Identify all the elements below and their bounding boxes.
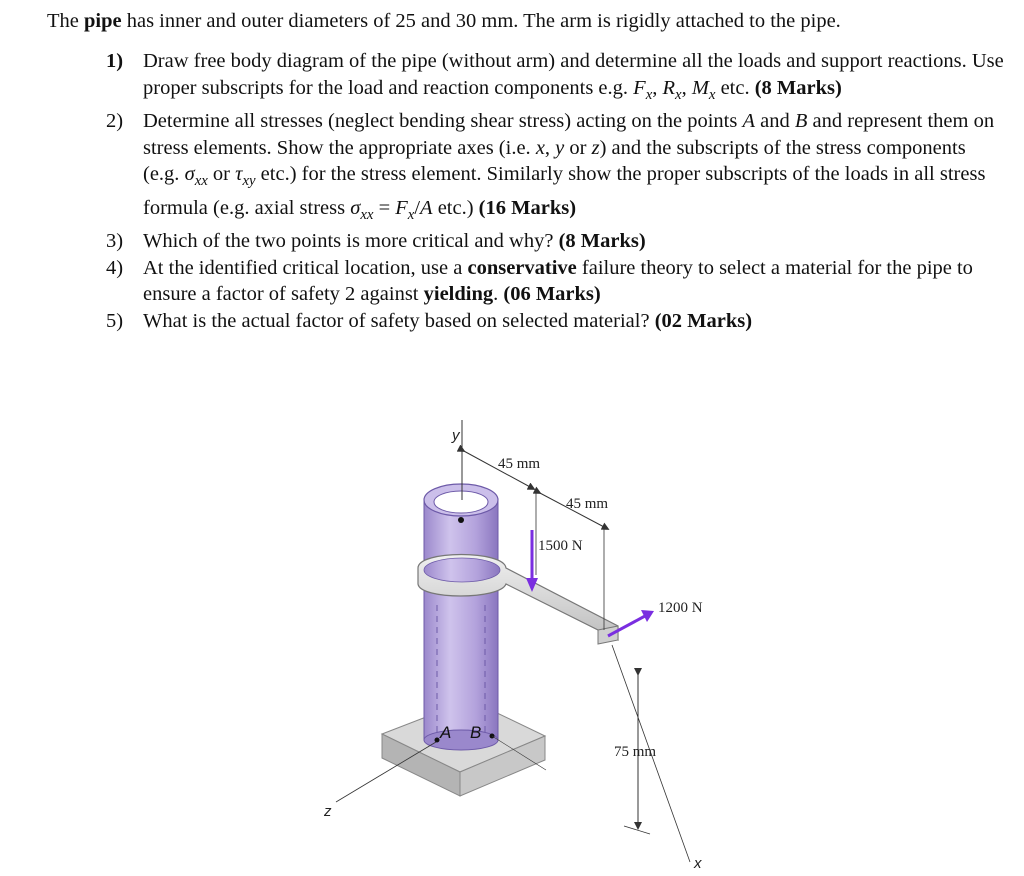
question-text-part: B (794, 110, 808, 133)
question-number: 2) (106, 110, 124, 133)
question-text-part: xx (194, 173, 208, 190)
question-text-part: and (755, 110, 795, 133)
question-item (106, 228, 1006, 255)
point-a-label: A (440, 723, 452, 742)
question-text-part: conservative (467, 256, 577, 279)
question-text-part: = (373, 196, 396, 219)
question-text-part: and represent them on stress elements. Show the appropriate axes (i.e. (143, 110, 995, 159)
point-b-label: B (470, 723, 482, 742)
question-number: 4) (106, 256, 124, 279)
question-text-part: , (652, 76, 663, 99)
question-text-part: or (207, 163, 236, 186)
question-text-part: A (420, 196, 433, 219)
question-text-part: R (662, 76, 676, 99)
figure-svg (300, 400, 740, 871)
question-text-part: τ (235, 163, 243, 186)
intro-bold: pipe (84, 10, 122, 32)
question-text-part: M (691, 76, 709, 99)
intro-post: has inner and outer diameters of 25 and 30 mm. The arm is rigidly attached to the pipe. (121, 10, 841, 32)
question-item (106, 108, 1006, 228)
question-text-part: (8 Marks) (754, 76, 842, 99)
force-1200 (608, 600, 703, 636)
question-text-part: A (742, 110, 755, 133)
dim-45-side (538, 492, 608, 528)
question-text-part: Draw free body diagram of the pipe (without arm) and determine all the loads and support reactions. Use proper subscripts for the load and reaction components e.g. (143, 50, 1004, 99)
question-list (106, 48, 1006, 334)
question-text-part: (8 Marks) (558, 230, 646, 253)
question-text-part: etc.) (432, 196, 479, 219)
question-text-part: etc. (715, 76, 755, 99)
question-text-part: or (564, 136, 592, 159)
pipe (424, 484, 498, 750)
question-text-part: Which of the two points is more critical and why? (143, 230, 559, 253)
question-text-part: z (591, 136, 600, 159)
question-text-part: σ (184, 163, 195, 186)
question-text-part: , (544, 136, 556, 159)
question-text-part: failure theory to select a material for the pipe to ensure a factor of safety 2 against (143, 256, 973, 306)
dim-45-side-label: 45 mm (566, 496, 609, 512)
question-text-part: F (395, 196, 408, 219)
question-text-part: x (675, 86, 682, 103)
question-text-part: y (555, 136, 565, 159)
question-text-part: xy (242, 173, 256, 190)
z-axis-label: z (324, 803, 332, 820)
question-number: 1) (106, 50, 124, 72)
question-text-part: x (645, 86, 653, 103)
question-text-part: σ (350, 196, 361, 219)
question-text-part: yielding (423, 283, 494, 306)
question-text-part: etc.) for the stress element. Similarly show the proper subscripts of the loads in all stress formula (e.g. axial stress (143, 163, 986, 219)
question-item (106, 308, 1006, 335)
question-text-part: Determine all stresses (neglect bending shear stress) acting on the points (143, 110, 743, 133)
question-text-part: ) and the subscripts of the stress components (e.g. (143, 136, 966, 186)
pipe-arm-figure (300, 400, 740, 871)
problem-statement (47, 8, 841, 34)
x-axis-label: x (694, 855, 702, 871)
question-text-part: x (407, 206, 415, 223)
dim-45-top (462, 450, 540, 488)
y-axis-label: y (452, 427, 460, 444)
dim-75-label: 75 mm (614, 744, 657, 760)
question-text-part: / (414, 196, 421, 219)
question-item (106, 255, 1006, 308)
question-text-part: (02 Marks) (654, 309, 753, 332)
dim-45-top-label: 45 mm (498, 456, 541, 472)
force-1500-label: 1500 N (538, 538, 583, 554)
question-text-part: What is the actual factor of safety based on selected material? (143, 309, 655, 332)
force-1200-label: 1200 N (658, 600, 703, 616)
question-text-part: F (633, 76, 646, 99)
question-number: 5) (106, 309, 124, 332)
dim-75 (614, 672, 656, 834)
question-text-part: . (493, 283, 504, 306)
question-text-part: x (708, 86, 716, 103)
intro-pre: The (47, 10, 84, 32)
question-text-part: At the identified critical location, use a (143, 256, 468, 279)
question-text-part: , (681, 76, 692, 99)
question-item (106, 48, 1006, 108)
question-text-part: xx (360, 206, 374, 223)
question-text-part: (06 Marks) (503, 283, 601, 306)
question-text-part: x (535, 136, 545, 159)
question-number: 3) (106, 230, 124, 253)
question-text-part: (16 Marks) (478, 196, 577, 219)
force-1500 (526, 530, 583, 592)
